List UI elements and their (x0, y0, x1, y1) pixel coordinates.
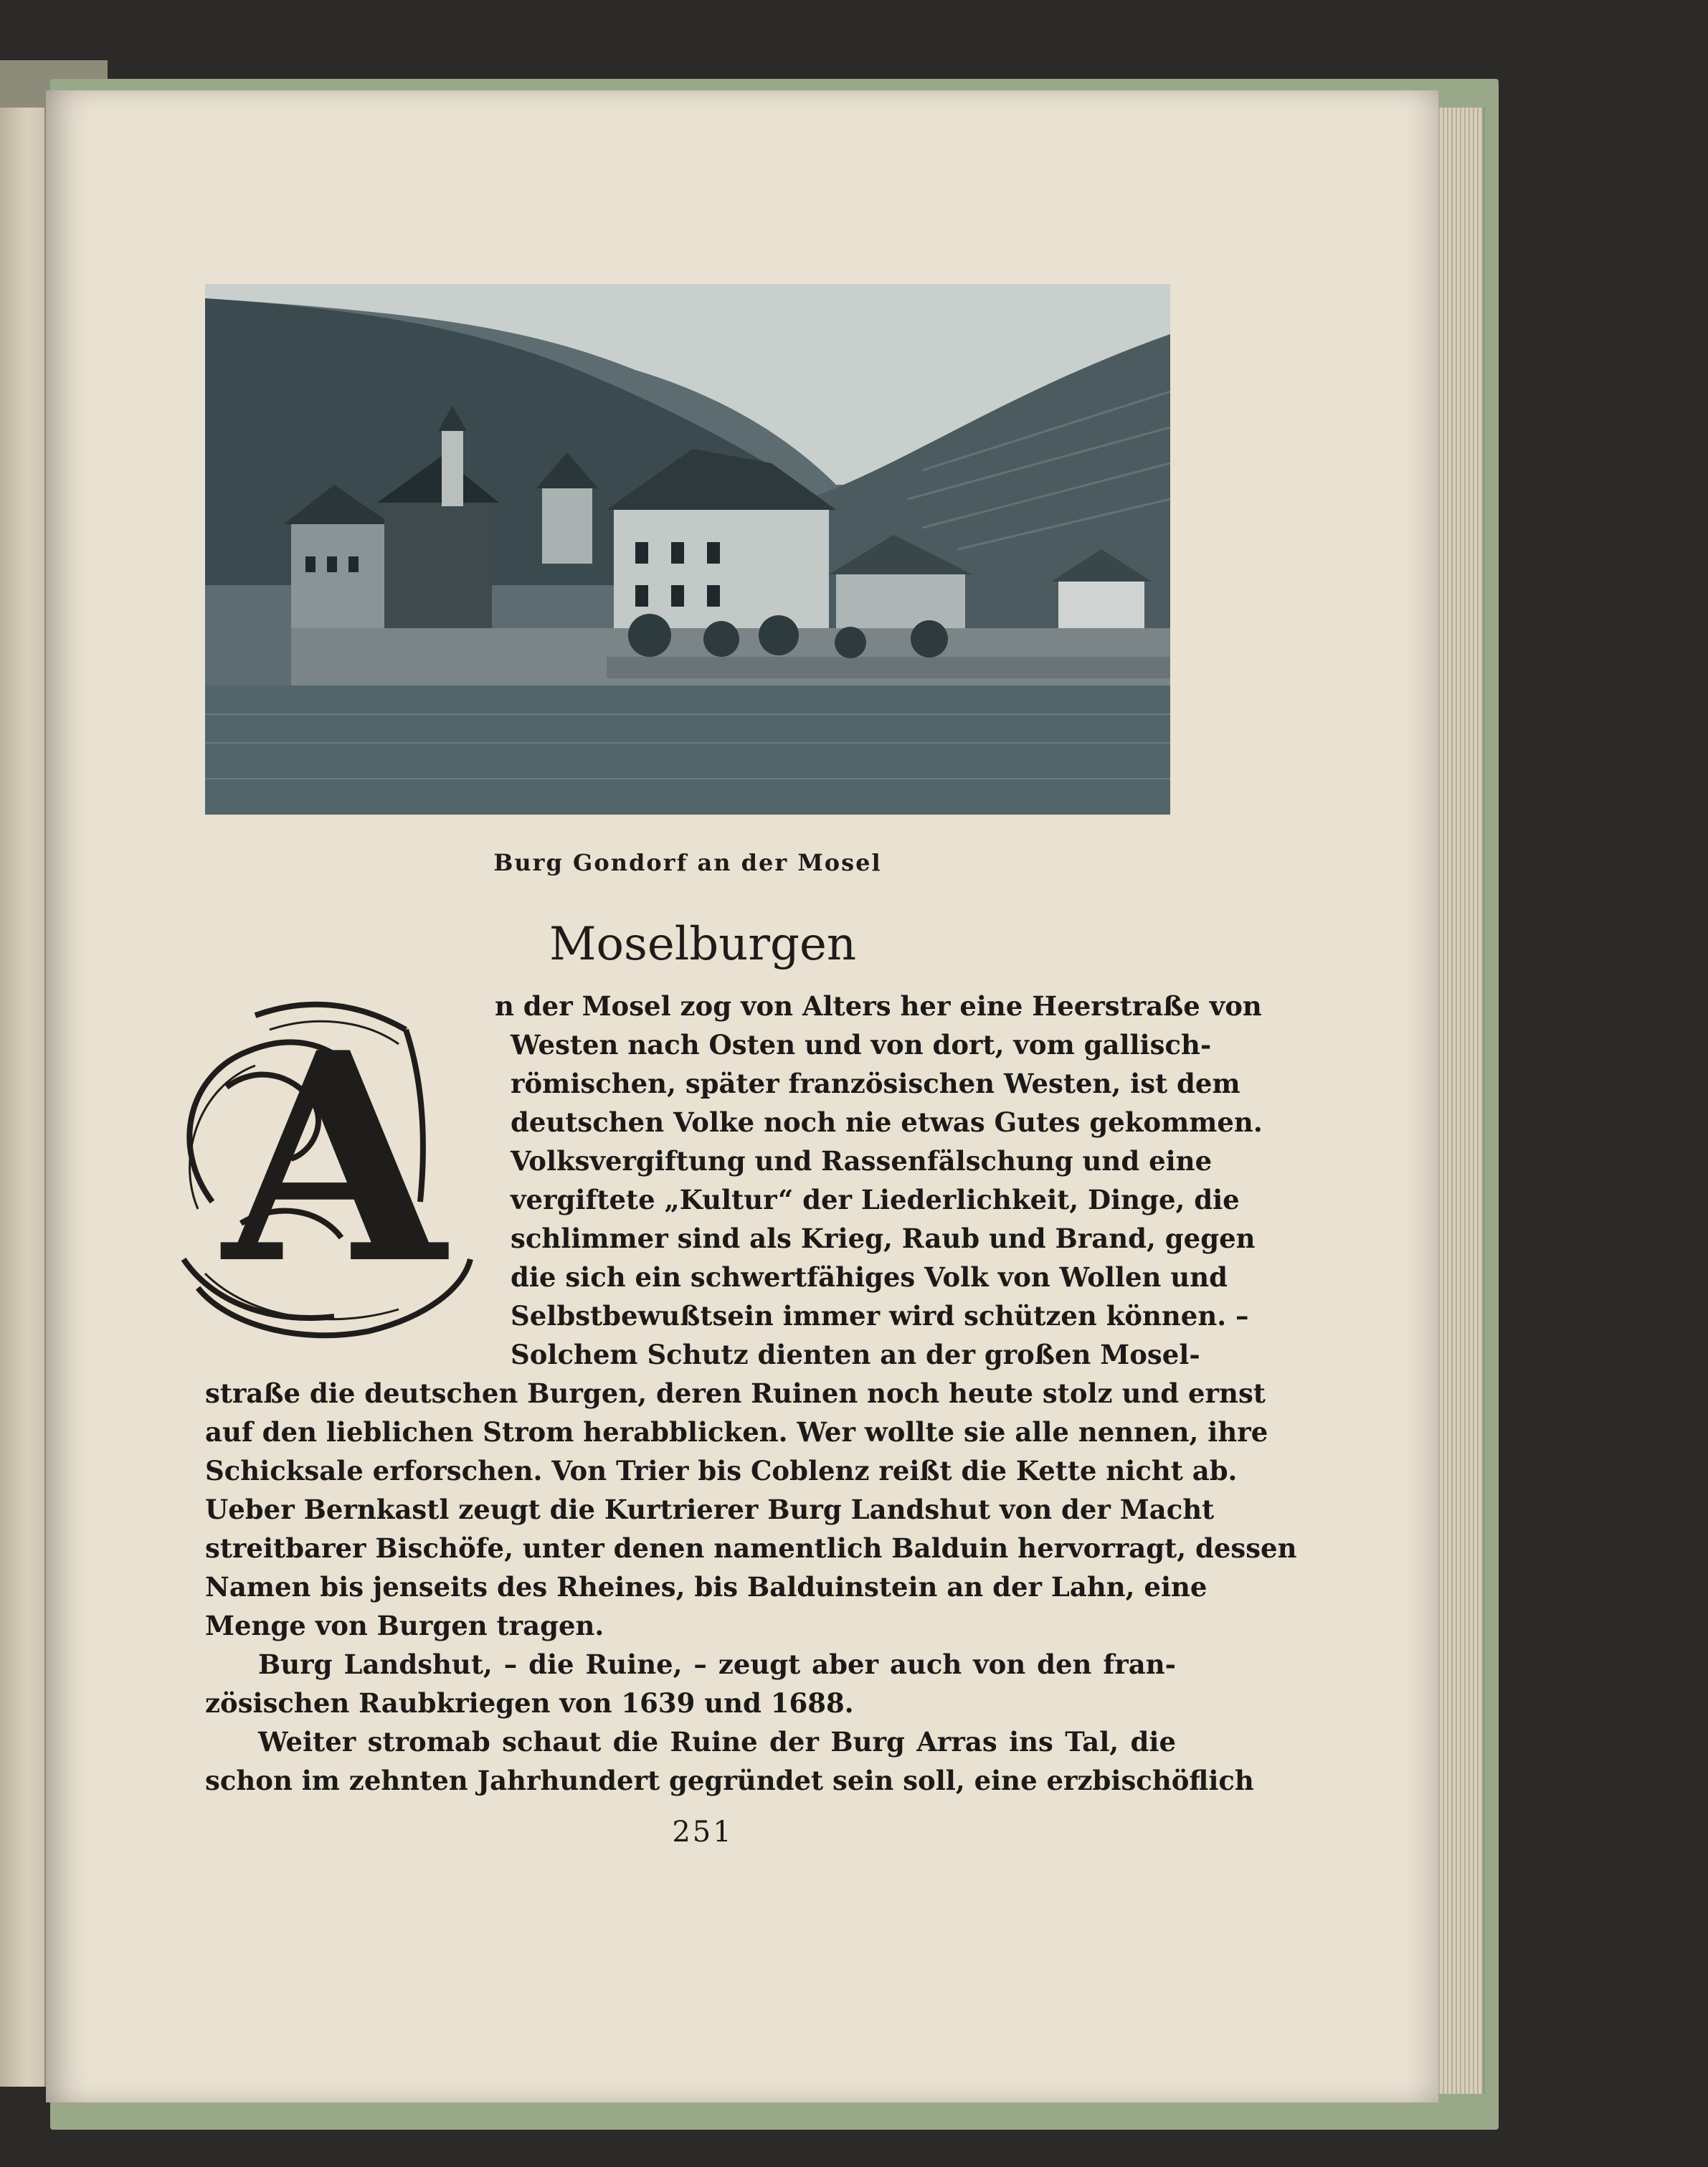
body-line: Namen bis jenseits des Rheines, bis Balduinstein an der Lahn, eine (205, 1571, 1208, 1603)
body-line: Selbstbewußtsein immer wird schützen können. – (511, 1300, 1249, 1332)
body-line: die sich ein schwertfähiges Volk von Wollen und (511, 1261, 1228, 1293)
castle-photograph (205, 284, 1170, 815)
body-line: schon im zehnten Jahrhundert gegründet sein soll, eine erzbischöflich (205, 1765, 1254, 1796)
initial-letter: A (222, 990, 446, 1327)
body-line: zösischen Raubkriegen von 1639 und 1688. (205, 1687, 854, 1719)
left-page-edge (0, 108, 46, 2087)
body-line: straße die deutschen Burgen, deren Ruinen noch heute stolz und ernst (205, 1378, 1266, 1409)
body-line: Schicksale erforschen. Von Trier bis Coblenz reißt die Kette nicht ab. (205, 1455, 1238, 1486)
castle-photo-illustration (205, 284, 1170, 815)
body-line: Menge von Burgen tragen. (205, 1610, 604, 1641)
body-line: schlimmer sind als Krieg, Raub und Brand, gegen (511, 1223, 1256, 1254)
body-line: auf den lieblichen Strom herabblicken. Wer wollte sie alle nennen, ihre (205, 1416, 1268, 1448)
body-line: Weiter stromab schaut die Ruine der Burg Arras ins Tal, die (258, 1726, 1176, 1758)
body-line: Burg Landshut, – die Ruine, – zeugt aber auch von den fran- (258, 1649, 1176, 1680)
body-line: römischen, später französischen Westen, ist dem (511, 1068, 1240, 1099)
body-line: Solchem Schutz dienten an der großen Mosel- (511, 1339, 1200, 1370)
photo-caption: Burg Gondorf an der Mosel (493, 849, 882, 876)
page-title: Moselburgen (549, 918, 857, 971)
body-line: Volksvergiftung und Rassenfälschung und eine (511, 1145, 1213, 1177)
decorated-initial (169, 987, 499, 1367)
page-number: 251 (672, 1816, 734, 1849)
body-line: Ueber Bernkastl zeugt die Kurtrierer Burg Landshut von der Macht (205, 1494, 1215, 1525)
body-line: Westen nach Osten und von dort, vom gallisch- (511, 1029, 1212, 1061)
body-line: deutschen Volke noch nie etwas Gutes gekommen. (511, 1106, 1263, 1138)
body-line: vergiftete „Kultur“ der Liederlichkeit, Dinge, die (511, 1184, 1240, 1215)
body-line: streitbarer Bischöfe, unter denen namentlich Balduin hervorragt, dessen (205, 1532, 1297, 1564)
body-line: n der Mosel zog von Alters her eine Heerstraße von (495, 990, 1262, 1022)
